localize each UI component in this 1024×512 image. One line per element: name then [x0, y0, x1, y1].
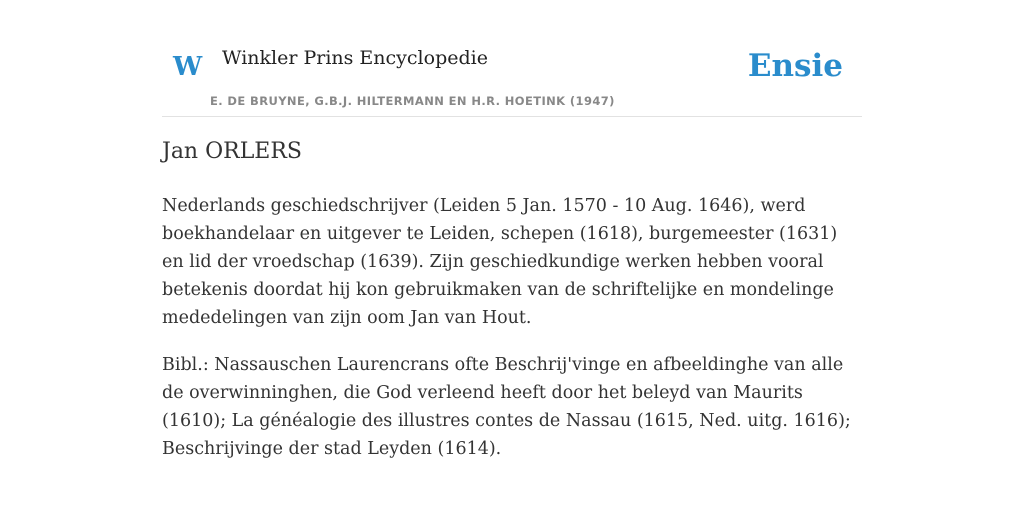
- publication-title[interactable]: Winkler Prins Encyclopedie: [222, 47, 488, 69]
- site-header: [162, 40, 862, 117]
- bibliography-paragraph: Bibl.: Nassauschen Laurencrans ofte Beschrij'vinge en afbeeldinghe van alle de overwinninghen, die God verleend heeft door het beleyd van Maurits (1610); La généalogie des illustres contes de Nassau (1615, Ned. uitg. 1616); Beschrijvinge der stad Leyden (1614).: [162, 355, 851, 459]
- ensie-logo[interactable]: Ensie: [747, 48, 843, 84]
- publication-authors: E. DE BRUYNE, G.B.J. HILTERMANN EN H.R. HOETINK (1947): [210, 94, 615, 108]
- article-body: [162, 192, 862, 482]
- article-paragraph: Nederlands geschiedschrijver (Leiden 5 Jan. 1570 - 10 Aug. 1646), werd boekhandelaar en uitgever te Leiden, schepen (1618), burgemeester (1631) en lid der vroedschap (1639). Zijn geschiedkundige werken hebben vooral betekenis doordat hij kon gebruikmaken van de schriftelijke en mondelinge mededelingen van zijn oom Jan van Hout.: [162, 196, 838, 328]
- winkler-prins-logo[interactable]: W: [173, 52, 203, 82]
- article-title: Jan ORLERS: [162, 139, 303, 164]
